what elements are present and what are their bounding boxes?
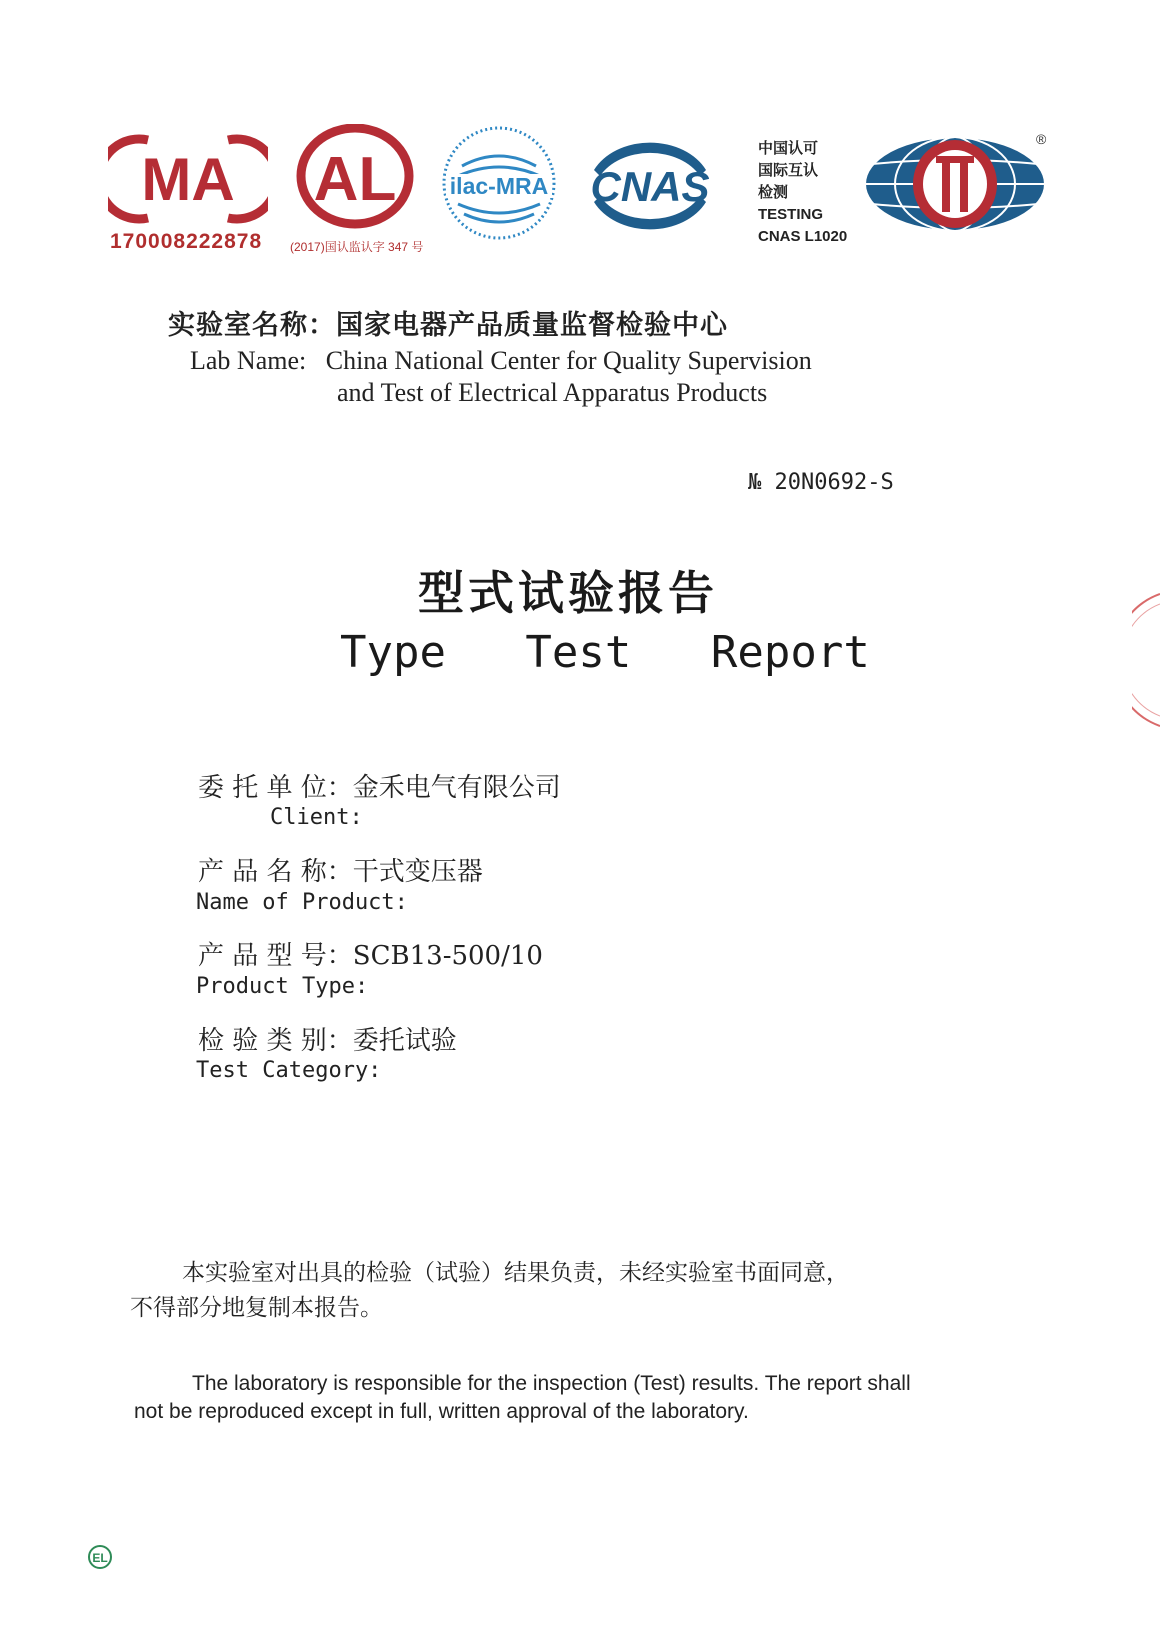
product-name-value: 干式变压器 <box>352 857 483 887</box>
cma-logo <box>108 130 268 225</box>
product-type-label-en: Product Type: <box>196 974 369 999</box>
report-title-en: Type Test Report <box>340 627 870 678</box>
product-name-label-en: Name of Product: <box>196 890 408 915</box>
cnas-caption-line: TESTING <box>758 206 824 223</box>
cal-logo <box>296 124 414 229</box>
product-type-value: SCB13-500/10 <box>352 941 543 971</box>
test-category-label-en: Test Category: <box>196 1058 382 1083</box>
cnas-caption-line: CNAS L1020 <box>758 228 848 245</box>
cnas-caption-line: 国际互认 <box>758 162 819 179</box>
footer-logo-text: EL <box>92 1551 108 1565</box>
cnas-caption-line: 检测 <box>758 184 789 201</box>
cnas-logo <box>580 130 720 238</box>
cma-number: 170008222878 <box>110 230 263 253</box>
notice-en-line1: The laboratory is responsible for the inspection (Test) results. The report shall <box>192 1372 911 1395</box>
lab-name-en-1: China National Center for Quality Supervision <box>325 346 812 375</box>
report-title-cn: 型式试验报告 <box>418 566 718 620</box>
test-category-label-cn: 检 验 类 别：委托试验 <box>198 1026 457 1056</box>
cma-logo-text: MA <box>141 146 235 213</box>
notice-cn-line2: 不得部分地复制本报告。 <box>130 1295 383 1321</box>
globe-emblem-logo <box>862 134 1048 234</box>
notice-en-line2: not be reproduced except in full, written approval of the laboratory. <box>134 1400 749 1423</box>
product-name-label-cn: 产 品 名 称：干式变压器 <box>198 857 483 887</box>
red-seal-stamp <box>1132 590 1160 734</box>
cnas-caption-line: 中国认可 <box>758 140 819 157</box>
lab-name-label-en: Lab Name: <box>190 346 307 375</box>
client-value: 金禾电气有限公司 <box>352 773 561 803</box>
cal-number: (2017)国认监认字 347 号 <box>290 240 424 254</box>
product-type-label-cn: 产 品 型 号：SCB13-500/10 <box>198 941 543 971</box>
registered-mark: ® <box>1036 131 1047 147</box>
cal-logo-text: AL <box>313 145 397 214</box>
notice-cn-line1: 本实验室对出具的检验（试验）结果负责，未经实验室书面同意， <box>182 1260 849 1286</box>
ilac-mra-logo <box>440 124 558 242</box>
client-label-cn: 委 托 单 位：金禾电气有限公司 <box>198 773 561 803</box>
lab-name-cn: 实验室名称：国家电器产品质量监督检验中心 <box>168 310 728 341</box>
footer-logo <box>87 1544 113 1574</box>
cnas-caption <box>758 138 847 248</box>
report-number: № 20N0692-S <box>748 470 894 495</box>
test-category-value: 委托试验 <box>352 1026 457 1056</box>
client-label-en: Client: <box>270 805 363 830</box>
cnas-logo-text: CNAS <box>590 163 710 210</box>
lab-name-en-line2: and Test of Electrical Apparatus Products <box>337 378 768 407</box>
ilac-logo-text: ilac-MRA <box>449 173 549 199</box>
lab-name-en-line1 <box>190 346 812 376</box>
